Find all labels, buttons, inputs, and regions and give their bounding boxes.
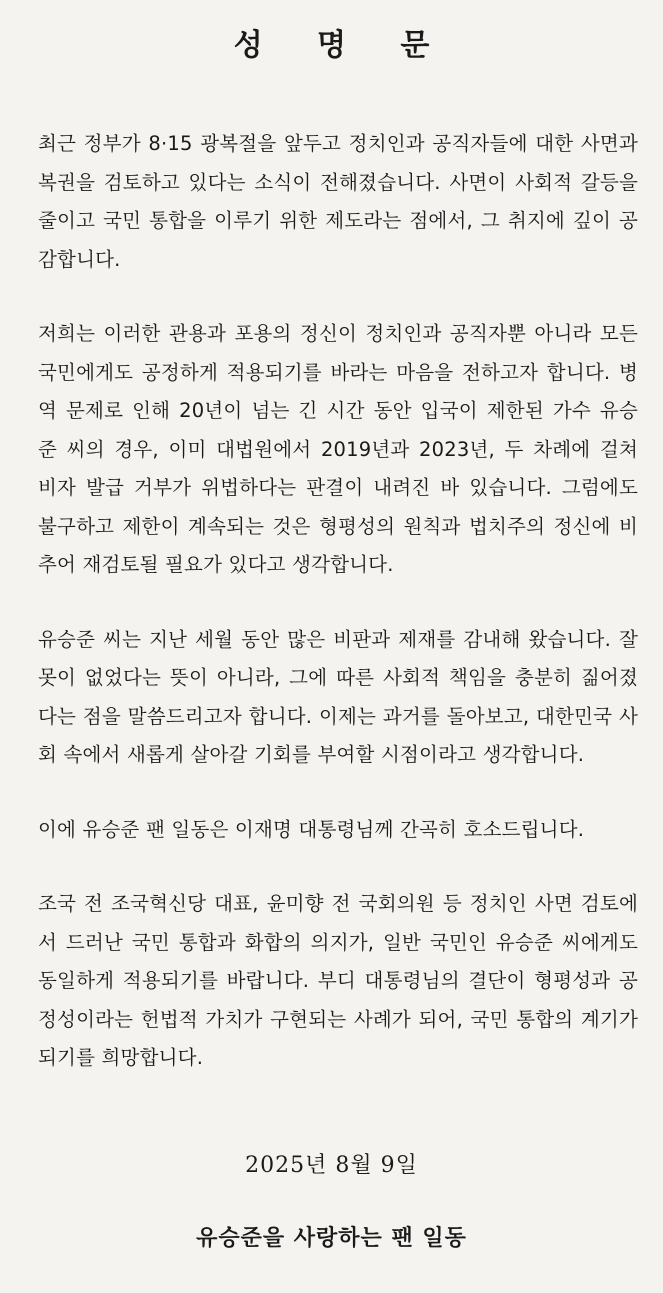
paragraph-line: 저희는 이러한 관용과 포용의 정신이 정치인과 공직자뿐 아니라 모든 [38,322,638,345]
document-title: 성 명 문 [233,28,452,63]
paragraph-line: 못이 없었다는 뜻이 아니라, 그에 따른 사회적 책임을 충분히 짊어졌 [38,666,638,689]
paragraph-line: 동일하게 적용되기를 바랍니다. 부디 대통령님의 결단이 형평성과 공 [38,969,638,992]
paragraph-line: 다는 점을 말씀드리고자 합니다. 이제는 과거를 돌아보고, 대한민국 사 [38,704,638,728]
paragraph-line: 서 드러난 국민 통합과 화합의 의지가, 일반 국민인 유승준 씨에게도 [38,930,638,954]
paragraph-3 [38,621,638,775]
paragraph-line: 최근 정부가 8·15 광복절을 앞두고 정치인과 공직자들에 대한 사면과 [38,132,638,155]
paragraph-1 [38,125,638,279]
paragraph-line: 역 문제로 인해 20년이 넘는 긴 시간 동안 입국이 제한된 가수 유승 [38,399,638,422]
document-date: 2025년 8월 9일 [245,1153,418,1178]
paragraph-line: 되기를 희망합니다. [38,1046,204,1069]
paragraph-line: 비자 발급 거부가 위법하다는 판결이 내려진 바 있습니다. 그럼에도 [38,476,638,499]
paragraph-line: 줄이고 국민 통합을 이루기 위한 제도라는 점에서, 그 취지에 깊이 공 [38,209,638,232]
document-body [38,125,638,1114]
paragraph-2 [38,315,638,585]
paragraph-line: 이에 유승준 팬 일동은 이재명 대통령님께 간곡히 호소드립니다. [38,817,585,841]
paragraph-line: 준 씨의 경우, 이미 대법원에서 2019년과 2023년, 두 차례에 걸쳐 [38,437,638,461]
paragraph-line: 조국 전 조국혁신당 대표, 윤미향 전 국회의원 등 정치인 사면 검토에 [38,892,638,915]
paragraph-line: 유승준 씨는 지난 세월 동안 많은 비판과 제재를 감내해 왔습니다. 잘 [38,627,638,651]
paragraph-line: 복권을 검토하고 있다는 소식이 전해졌습니다. 사면이 사회적 갈등을 [38,170,638,194]
paragraph-line: 추어 재검토될 필요가 있다고 생각합니다. [38,553,394,576]
paragraph-5 [38,885,638,1078]
paragraph-line: 감합니다. [38,247,121,271]
paragraph-line: 정성이라는 헌법적 가치가 구현되는 사례가 되어, 국민 통합의 계기가 [38,1007,638,1031]
paragraph-line: 불구하고 제한이 계속되는 것은 형평성의 원칙과 법치주의 정신에 비 [38,514,638,538]
paragraph-line: 회 속에서 새롭게 살아갈 기회를 부여할 시점이라고 생각합니다. [38,743,585,766]
paragraph-line: 국민에게도 공정하게 적용되기를 바라는 마음을 전하고자 합니다. 병 [38,360,638,384]
document-signature: 유승준을 사랑하는 팬 일동 [196,1226,467,1251]
paragraph-4 [38,811,638,850]
